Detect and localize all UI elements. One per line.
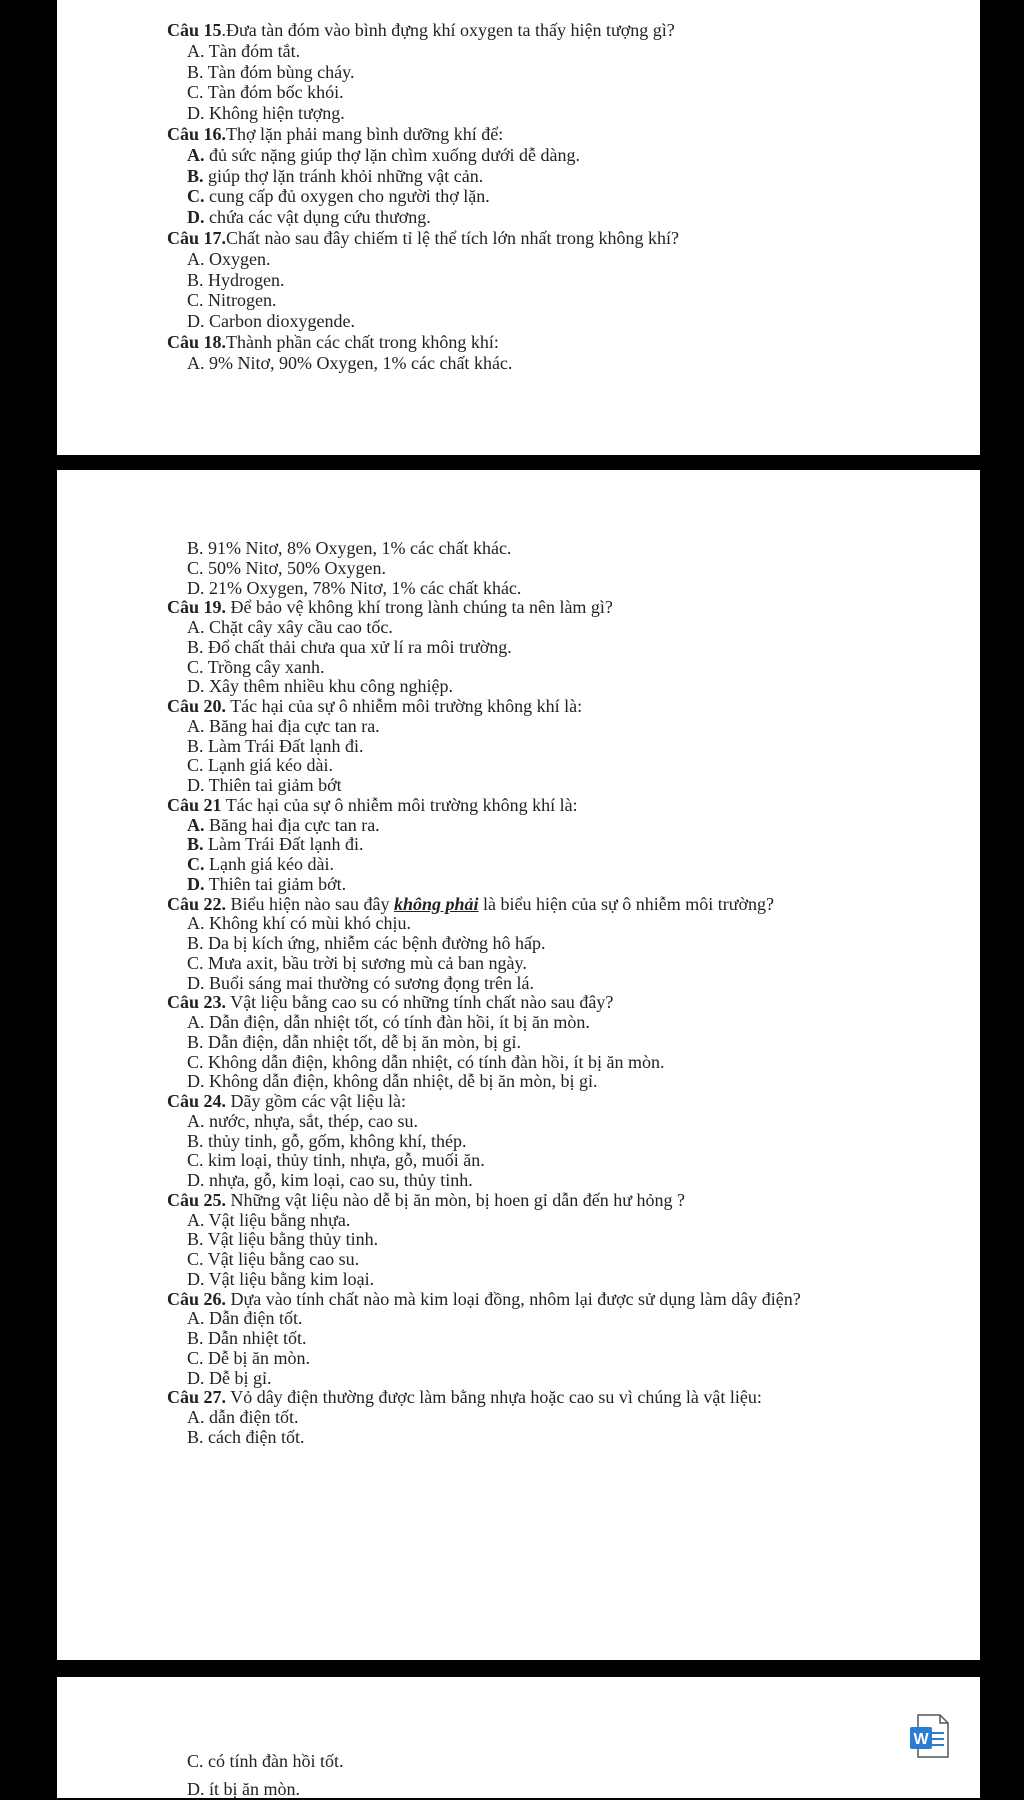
question-number: Câu 23. xyxy=(167,992,227,1013)
option-label: A. xyxy=(187,1110,205,1131)
answer-option xyxy=(187,1131,467,1152)
option-label: C. xyxy=(187,1150,204,1171)
option-text: đủ sức nặng giúp thợ lặn chìm xuống dưới dễ dàng. xyxy=(204,144,580,165)
question-number: Câu 20. xyxy=(167,696,227,716)
question-line xyxy=(167,1289,801,1310)
option-text: Chặt cây xây cầu cao tốc. xyxy=(204,617,393,637)
option-text: cung cấp đủ oxygen cho người thợ lặn. xyxy=(204,186,490,207)
answer-option xyxy=(187,103,345,124)
option-text: kim loại, thủy tinh, nhựa, gỗ, muối ăn. xyxy=(203,1150,485,1171)
option-text: Dẫn điện tốt. xyxy=(204,1308,303,1329)
question-line xyxy=(167,1387,762,1408)
option-label: D. xyxy=(187,311,205,332)
option-text: 21% Oxygen, 78% Nitơ, 1% các chất khác. xyxy=(204,577,522,598)
answer-option xyxy=(187,1368,272,1389)
question-line xyxy=(167,1091,406,1112)
option-text: Mưa axit, bầu trời bị sương mù cả ban ngày. xyxy=(203,952,527,973)
answer-option xyxy=(187,1328,307,1349)
option-label: C. xyxy=(187,1051,204,1072)
option-text: Đổ chất thải chưa qua xử lí ra môi trường. xyxy=(203,636,512,657)
answer-option xyxy=(187,1170,473,1191)
answer-option xyxy=(187,207,431,228)
option-text: Tàn đóm tắt. xyxy=(204,40,301,61)
question-number: Câu 25. xyxy=(167,1189,227,1210)
question-line xyxy=(167,696,582,717)
option-label: A. xyxy=(187,144,205,165)
question-text: Tác hại của sự ô nhiễm môi trường không khí là: xyxy=(221,794,578,815)
answer-option xyxy=(187,1407,298,1428)
question-number: Câu 15 xyxy=(167,20,222,40)
answer-option xyxy=(187,913,411,934)
option-label: A. xyxy=(187,1012,205,1032)
option-text: Không dẫn điện, không dẫn nhiệt, dễ bị ăn mòn, bị gỉ. xyxy=(204,1071,598,1092)
question-text: Vỏ dây điện thường được làm bằng nhựa hoặc cao su vì chúng là vật liệu: xyxy=(226,1387,762,1408)
option-label: C. xyxy=(187,1249,204,1269)
answer-option xyxy=(187,1150,485,1171)
answer-option xyxy=(187,815,380,836)
option-text: Không khí có mùi khó chịu. xyxy=(204,913,411,934)
answer-option xyxy=(187,1269,374,1290)
option-label: B. xyxy=(187,1229,204,1250)
answer-option xyxy=(187,1111,418,1132)
question-line xyxy=(167,124,503,145)
option-text: Không dẫn điện, không dẫn nhiệt, có tính đàn hồi, ít bị ăn mòn. xyxy=(203,1051,665,1072)
option-text: 9% Nitơ, 90% Oxygen, 1% các chất khác. xyxy=(204,352,513,373)
option-text: Băng hai địa cực tan ra. xyxy=(204,715,380,736)
option-text: Lạnh giá kéo dài. xyxy=(204,854,334,874)
option-label: C. xyxy=(187,854,205,874)
question-text: là biểu hiện của sự ô nhiễm môi trường? xyxy=(478,893,774,914)
page-1 xyxy=(57,0,980,455)
answer-option xyxy=(187,834,364,855)
answer-option xyxy=(187,145,580,166)
answer-option xyxy=(187,1779,300,1800)
option-text: Vật liệu bằng cao su. xyxy=(203,1249,360,1269)
option-text: Dẫn nhiệt tốt. xyxy=(203,1328,307,1348)
option-text: Trồng cây xanh. xyxy=(203,656,325,677)
question-line xyxy=(167,1190,685,1211)
answer-option xyxy=(187,755,333,776)
answer-option xyxy=(187,311,355,332)
answer-option xyxy=(187,1052,664,1073)
question-number: Câu 26. xyxy=(167,1288,227,1309)
question-text: Chất nào sau đây chiếm tỉ lệ thể tích lớn nhất trong không khí? xyxy=(226,228,679,248)
option-label: D. xyxy=(187,676,205,697)
question-text: Biểu hiện nào sau đây xyxy=(226,893,394,914)
option-label: D. xyxy=(187,207,205,228)
option-text: Thiên tai giảm bớt xyxy=(204,775,342,795)
page-3 xyxy=(57,1677,980,1798)
option-label: A. xyxy=(187,352,205,373)
answer-option xyxy=(187,933,545,954)
answer-option xyxy=(187,1249,359,1270)
option-label: C. xyxy=(187,557,204,578)
option-text: Xây thêm nhiều khu công nghiệp. xyxy=(204,676,453,697)
answer-option xyxy=(187,353,512,374)
option-text: nhựa, gỗ, kim loại, cao su, thủy tinh. xyxy=(204,1170,473,1190)
option-label: B. xyxy=(187,1426,204,1447)
option-text: Vật liệu bằng kim loại. xyxy=(204,1268,375,1289)
option-text: Oxygen. xyxy=(204,248,271,269)
answer-option xyxy=(187,1032,521,1053)
option-label: B. xyxy=(187,61,204,82)
option-text: giúp thợ lặn tránh khỏi những vật cản. xyxy=(203,165,484,186)
answer-option xyxy=(187,973,534,994)
question-number: Câu 22. xyxy=(167,893,227,914)
word-document-icon[interactable] xyxy=(908,1713,950,1759)
question-text: Dãy gồm các vật liệu là: xyxy=(226,1091,406,1111)
option-text: Nitrogen. xyxy=(203,290,277,311)
svg-text:W: W xyxy=(913,1731,929,1748)
option-label: C. xyxy=(187,755,204,776)
option-text: Dễ bị gỉ. xyxy=(204,1367,272,1388)
answer-option xyxy=(187,617,393,638)
option-text: Thiên tai giảm bớt. xyxy=(204,873,347,894)
option-label: D. xyxy=(187,103,205,124)
option-label: B. xyxy=(187,1328,204,1348)
option-label: B. xyxy=(187,1031,204,1052)
option-text: Buổi sáng mai thường có sương đọng trên lá. xyxy=(204,972,535,993)
question-number: Câu 27. xyxy=(167,1387,227,1408)
option-label: C. xyxy=(187,952,204,973)
answer-option xyxy=(187,1427,304,1448)
option-text: Tàn đóm bùng cháy. xyxy=(203,61,355,82)
answer-option xyxy=(187,676,453,697)
option-text: Làm Trái Đất lạnh đi. xyxy=(203,735,364,756)
answer-option xyxy=(187,736,364,757)
option-label: D. xyxy=(187,1170,205,1190)
answer-option xyxy=(187,558,386,579)
question-text: .Đưa tàn đóm vào bình đựng khí oxygen ta thấy hiện tượng gì? xyxy=(221,20,675,40)
option-label: D. xyxy=(187,873,205,894)
option-text: Không hiện tượng. xyxy=(204,103,345,124)
answer-option xyxy=(187,62,355,83)
answer-option xyxy=(187,290,277,311)
question-text: Những vật liệu nào dễ bị ăn mòn, bị hoen gỉ dẫn đến hư hỏng ? xyxy=(226,1189,685,1210)
option-label: B. xyxy=(187,1130,204,1151)
option-label: C. xyxy=(187,186,205,207)
option-label: D. xyxy=(187,972,205,993)
answer-option xyxy=(187,874,346,895)
option-text: 91% Nitơ, 8% Oxygen, 1% các chất khác. xyxy=(203,538,512,558)
option-text: Dễ bị ăn mòn. xyxy=(203,1347,310,1368)
question-text: Dựa vào tính chất nào mà kim loại đồng, nhôm lại được sử dụng làm dây điện? xyxy=(226,1288,801,1309)
answer-option xyxy=(187,716,380,737)
answer-option xyxy=(187,538,511,559)
option-label: B. xyxy=(187,735,204,756)
answer-option xyxy=(187,1071,597,1092)
option-text: cách điện tốt. xyxy=(203,1426,305,1447)
answer-option xyxy=(187,1348,310,1369)
option-label: B. xyxy=(187,269,204,290)
option-text: ít bị ăn mòn. xyxy=(204,1779,300,1799)
question-text: Tác hại của sự ô nhiễm môi trường không khí là: xyxy=(226,696,583,716)
answer-option xyxy=(187,1229,378,1250)
answer-option xyxy=(187,637,512,658)
answer-option xyxy=(187,249,271,270)
option-text: nước, nhựa, sắt, thép, cao su. xyxy=(204,1110,418,1131)
answer-option xyxy=(187,1308,302,1329)
answer-option xyxy=(187,775,342,796)
answer-option xyxy=(187,578,521,599)
answer-option xyxy=(187,854,334,875)
answer-option xyxy=(187,1210,350,1231)
option-text: Dẫn điện, dẫn nhiệt tốt, dễ bị ăn mòn, bị gỉ. xyxy=(203,1031,521,1052)
option-label: B. xyxy=(187,636,204,657)
answer-option xyxy=(187,186,490,207)
option-label: C. xyxy=(187,656,204,677)
option-label: C. xyxy=(187,1751,204,1771)
question-number: Câu 24. xyxy=(167,1091,227,1111)
answer-option xyxy=(187,166,483,187)
option-text: Da bị kích ứng, nhiễm các bệnh đường hô hấp. xyxy=(203,933,546,953)
answer-option xyxy=(187,657,325,678)
question-text: Thành phần các chất trong không khí: xyxy=(226,332,499,352)
question-text: Vật liệu bằng cao su có những tính chất nào sau đây? xyxy=(226,992,614,1013)
question-line xyxy=(167,795,578,816)
option-label: A. xyxy=(187,814,205,835)
question-text: Để bảo vệ không khí trong lành chúng ta nên làm gì? xyxy=(226,597,613,618)
option-label: A. xyxy=(187,1407,205,1427)
option-label: B. xyxy=(187,165,204,186)
answer-option xyxy=(187,1751,344,1772)
option-label: C. xyxy=(187,1347,204,1368)
option-label: A. xyxy=(187,248,205,269)
option-label: C. xyxy=(187,290,204,311)
answer-option xyxy=(187,82,344,103)
option-text: Vật liệu bằng thủy tinh. xyxy=(203,1229,379,1250)
question-line xyxy=(167,597,613,618)
option-label: D. xyxy=(187,1071,205,1092)
question-number: Câu 18. xyxy=(167,332,227,352)
question-text: Thợ lặn phải mang bình dưỡng khí để: xyxy=(226,124,504,144)
option-label: D. xyxy=(187,577,205,598)
answer-option xyxy=(187,41,300,62)
question-line xyxy=(167,992,613,1013)
option-text: Carbon dioxygende. xyxy=(204,311,355,332)
question-line xyxy=(167,894,774,915)
option-label: D. xyxy=(187,1779,205,1799)
page-2 xyxy=(57,470,980,1660)
option-label: A. xyxy=(187,617,205,637)
question-number: Câu 19. xyxy=(167,597,227,618)
question-line xyxy=(167,228,679,249)
option-label: B. xyxy=(187,933,204,953)
option-text: Dẫn điện, dẫn nhiệt tốt, có tính đàn hồi, ít bị ăn mòn. xyxy=(204,1012,590,1032)
option-label: A. xyxy=(187,715,205,736)
option-text: Băng hai địa cực tan ra. xyxy=(204,814,380,835)
option-label: B. xyxy=(187,538,204,558)
option-label: A. xyxy=(187,40,205,61)
question-number: Câu 21 xyxy=(167,794,222,815)
answer-option xyxy=(187,270,285,291)
option-text: có tính đàn hồi tốt. xyxy=(203,1751,344,1771)
option-text: thủy tinh, gỗ, gốm, không khí, thép. xyxy=(203,1130,467,1151)
option-text: 50% Nitơ, 50% Oxygen. xyxy=(203,557,387,578)
option-label: A. xyxy=(187,1308,205,1329)
option-label: D. xyxy=(187,1367,205,1388)
option-label: C. xyxy=(187,82,204,103)
question-line xyxy=(167,332,499,353)
option-text: Tàn đóm bốc khói. xyxy=(203,82,344,103)
option-text: Vật liệu bằng nhựa. xyxy=(204,1209,351,1230)
option-text: Hydrogen. xyxy=(203,269,285,290)
option-text: chứa các vật dụng cứu thương. xyxy=(204,207,431,228)
option-text: Lạnh giá kéo dài. xyxy=(203,755,333,776)
answer-option xyxy=(187,1012,590,1033)
option-text: dẫn điện tốt. xyxy=(204,1407,299,1427)
question-number: Câu 17. xyxy=(167,228,227,248)
question-number: Câu 16. xyxy=(167,124,227,144)
option-text: Làm Trái Đất lạnh đi. xyxy=(203,834,364,855)
option-label: D. xyxy=(187,775,205,795)
option-label: D. xyxy=(187,1268,205,1289)
option-label: B. xyxy=(187,834,204,855)
option-label: A. xyxy=(187,1209,205,1230)
question-line xyxy=(167,20,675,41)
emphasis-text: không phải xyxy=(393,893,479,914)
answer-option xyxy=(187,953,527,974)
option-label: A. xyxy=(187,913,205,934)
